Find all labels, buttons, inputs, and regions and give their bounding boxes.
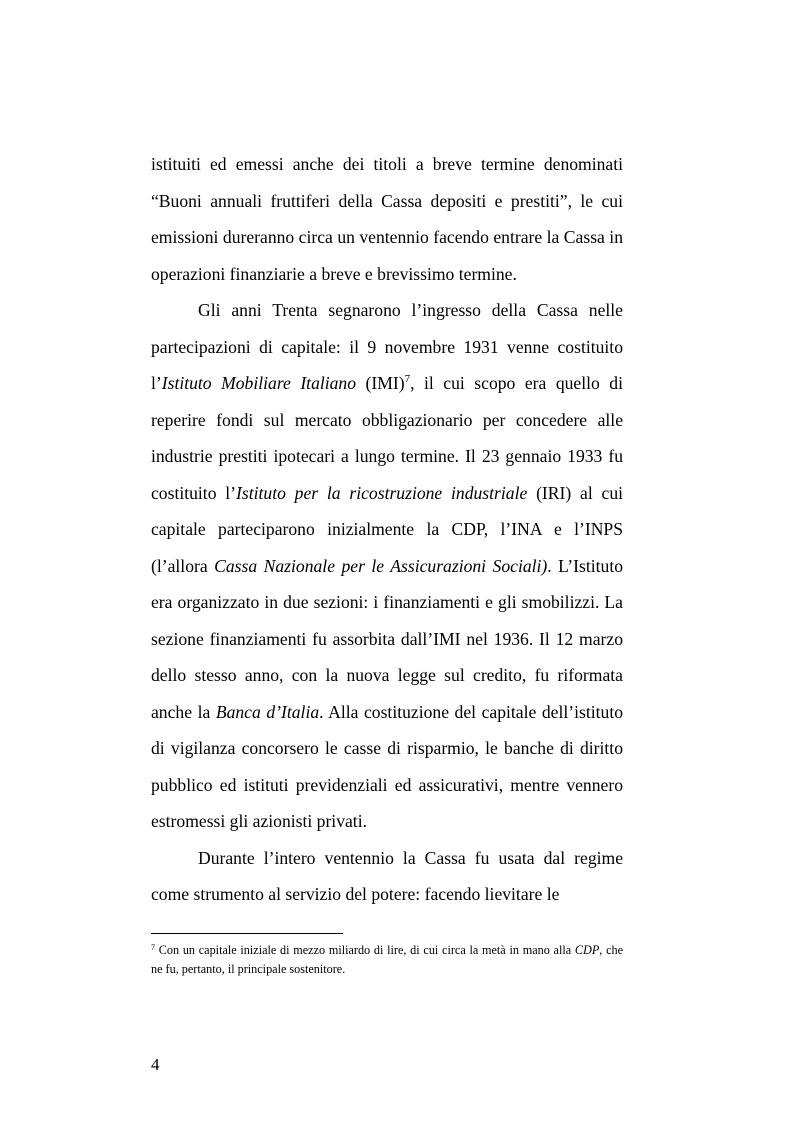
text-run: istituiti ed emessi anche dei titoli a breve termine denominati “Buoni annuali fruttiferi della Cassa depositi e prestiti”, le cui emissioni dureranno circa un ventennio facendo entrare la Cassa in operazioni finanziarie a breve e brevissimo termine. <box>151 154 623 284</box>
text-run: (IMI) <box>356 373 405 393</box>
italic-text: Istituto per la ricostruzione industriale <box>236 482 528 503</box>
italic-text: CDP <box>574 943 600 957</box>
text-run: . L’Istituto era organizzato in due sezioni: i finanziamenti e gli smobilizzi. La sezione finanziamenti fu assorbita dall’IMI nel 1936. Il 12 marzo dello stesso anno, con la nuova legge sul credito, fu riformata anche la <box>151 555 624 722</box>
italic-text: Banca d’Italia <box>215 701 320 722</box>
italic-text: Istituto Mobiliare Italiano <box>161 373 357 393</box>
footnote-separator <box>151 933 343 934</box>
page-number: 4 <box>151 1055 160 1074</box>
paragraph <box>151 840 623 913</box>
text-run: Gli anni Trenta segnarono l’ingresso della Cassa nelle partecipazioni di capitale: il 9 novembre 1931 venne costituito l’ <box>151 300 623 393</box>
italic-text: Cassa Nazionale per le Assicurazioni Sociali) <box>214 555 548 576</box>
paragraph <box>151 292 623 840</box>
footnote-marker: 7 <box>151 943 155 952</box>
footnote-reference: 7 <box>404 373 411 385</box>
text-run: . Alla costituzione del capitale dell’istituto di vigilanza concorsero le casse di risparmio, le banche di diritto pubblico ed istituti previdenziali ed assicurativi, mentre vennero estromessi gli azionisti privati. <box>151 701 623 831</box>
text-run: Con un capitale iniziale di mezzo miliardo di lire, di cui circa la metà in mano alla <box>155 943 575 957</box>
footnote-paragraph <box>151 938 623 979</box>
text-run: , il cui scopo era quello di reperire fondi sul mercato obbligazionario per concedere alle industrie prestiti ipotecari a lungo termine. Il 23 gennaio 1933 fu costituito l’ <box>151 373 623 503</box>
paragraph <box>151 146 623 292</box>
text-run: (IRI) al cui capitale parteciparono inizialmente la CDP, l’INA e l’INPS (l’allora <box>151 482 624 576</box>
footnote <box>151 938 623 979</box>
text-run: Durante l’intero ventennio la Cassa fu usata dal regime come strumento al servizio del potere: facendo lievitare le <box>151 847 623 904</box>
body-text <box>151 146 623 913</box>
text-run: , che ne fu, pertanto, il principale sostenitore. <box>151 943 623 976</box>
